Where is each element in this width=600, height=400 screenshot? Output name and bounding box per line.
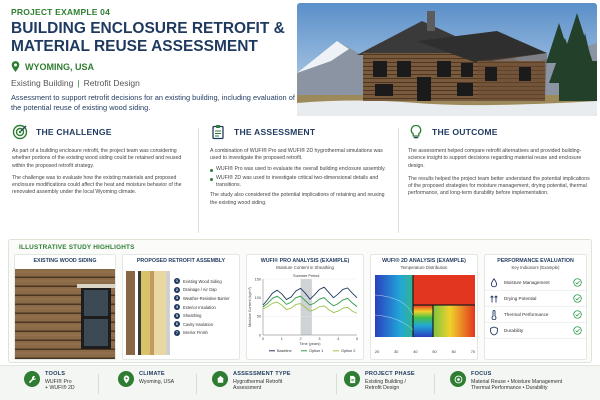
siding-photo bbox=[15, 269, 115, 359]
fact-focus bbox=[450, 371, 562, 392]
assembly-section-drawing bbox=[126, 271, 172, 355]
legend-label: Option 2 bbox=[341, 349, 356, 353]
scale-tick: 40 bbox=[413, 350, 418, 354]
fact-value: + WUFI® 2D bbox=[45, 385, 75, 392]
y-tick-label: 150 bbox=[254, 277, 261, 282]
layer-label: Exterior Insulation bbox=[183, 304, 216, 310]
assembly-title: PROPOSED RETROFIT ASSEMBLY bbox=[136, 258, 226, 264]
layer-label: Existing Wood Siding bbox=[183, 278, 222, 284]
assembly-layer bbox=[174, 311, 230, 320]
target-icon bbox=[454, 375, 463, 384]
target-icon bbox=[12, 124, 28, 140]
check-circle-icon bbox=[573, 294, 582, 303]
column-divider bbox=[398, 128, 399, 233]
assembly-card bbox=[122, 254, 240, 360]
project-kicker: PROJECT EXAMPLE 04 bbox=[11, 7, 111, 17]
layer-number: 7 bbox=[176, 330, 178, 335]
project-tags bbox=[11, 78, 140, 88]
house-illustration bbox=[297, 3, 597, 116]
y-axis-label: Moisture Content (kg/m³) bbox=[248, 287, 252, 327]
tag-separator: | bbox=[77, 78, 80, 88]
assembly-layer-list bbox=[174, 277, 230, 337]
page-title: BUILDING ENCLOSURE RETROFIT & MATERIAL REUSE ASSESSMENT bbox=[11, 20, 285, 55]
assessment-bullet: WUFI® 2D was used to investigate critical two-dimensional details and transitions. bbox=[210, 175, 388, 190]
wrench-icon bbox=[28, 375, 37, 384]
performance-label: Moisture Management bbox=[504, 280, 550, 285]
fact-tools bbox=[24, 371, 75, 392]
droplet-icon bbox=[489, 278, 499, 288]
outcome-title: THE OUTCOME bbox=[432, 127, 498, 137]
challenge-text-1: As part of a building enclosure retrofit, the project team was considering whether portions of the existing wood siding could be retained and reused within the proposed retrofit strategy. bbox=[12, 148, 182, 169]
fact-title: PROJECT PHASE bbox=[365, 371, 415, 377]
twod-subtitle: Temperature Distribution bbox=[400, 265, 448, 270]
fact-assessment-type bbox=[212, 371, 291, 392]
twod-title: WUFI® 2D ANALYSIS (EXAMPLE) bbox=[382, 258, 466, 264]
document-icon bbox=[348, 375, 357, 384]
x-tick-label: 2 bbox=[299, 337, 302, 341]
pro-subtitle: Moisture Content in Sheathing bbox=[276, 265, 334, 270]
scale-tick: 60 bbox=[451, 350, 456, 354]
performance-list bbox=[485, 275, 586, 339]
performance-row bbox=[485, 323, 586, 339]
fact-value: Hygrothermal Retrofit bbox=[233, 379, 283, 385]
siding-card bbox=[14, 254, 116, 360]
shield-icon bbox=[489, 326, 499, 336]
assessment-text-1: A combination of WUFI® Pro and WUFI® 2D hygrothermal simulations was used to investigate the proposed retrofit. bbox=[210, 148, 383, 162]
fact-title: FOCUS bbox=[471, 371, 492, 377]
scale-tick: 20 bbox=[375, 350, 380, 354]
performance-label: Drying Potential bbox=[504, 296, 537, 301]
fact-value: Retrofit Design bbox=[365, 385, 400, 392]
performance-card bbox=[484, 254, 587, 360]
x-tick-label: 3 bbox=[318, 337, 321, 341]
location-pin-icon bbox=[122, 375, 131, 384]
assembly-layer bbox=[174, 286, 230, 295]
check-circle-icon bbox=[573, 278, 582, 287]
temperature-heatmap bbox=[375, 275, 475, 349]
outcome-column bbox=[408, 124, 592, 239]
y-tick-label: 100 bbox=[254, 295, 261, 300]
layer-number: 4 bbox=[176, 305, 178, 310]
challenge-column bbox=[12, 124, 188, 239]
project-facts-bar bbox=[0, 365, 600, 400]
layer-number: 3 bbox=[176, 296, 178, 301]
layer-label: Interior Finish bbox=[183, 330, 208, 336]
scale-tick: 30 bbox=[394, 350, 399, 354]
fact-divider bbox=[98, 374, 99, 394]
fact-value: WUFI® Pro bbox=[45, 379, 72, 385]
outcome-text-2: The results helped the project team better understand the potential implications of the proposed strategies for moisture management, drying potential, thermal performance, and long-term durability before implementation. bbox=[408, 175, 590, 197]
y-tick-label: 0 bbox=[258, 333, 261, 338]
layer-number: 6 bbox=[176, 322, 178, 327]
study-highlights bbox=[8, 239, 592, 363]
performance-label: Thermal Performance bbox=[504, 312, 549, 317]
location bbox=[11, 61, 94, 72]
challenge-text-2: The challenge was to evaluate how the existing materials and proposed enclosure modifications could affect the heat and moisture behavior of the renovated assembly under the local Wyoming climate. bbox=[12, 174, 182, 196]
wufi-pro-card bbox=[246, 254, 364, 360]
x-tick-label: 1 bbox=[280, 337, 283, 341]
fact-title: TOOLS bbox=[45, 371, 66, 377]
layer-number: 2 bbox=[176, 287, 178, 292]
layer-label: Drainage / Air Gap bbox=[183, 287, 217, 293]
clipboard-icon bbox=[210, 124, 226, 140]
fact-title: ASSESSMENT TYPE bbox=[233, 371, 291, 377]
legend-label: Baseline bbox=[277, 349, 292, 353]
house-icon bbox=[216, 375, 225, 384]
assembly-layer bbox=[174, 294, 230, 303]
fact-divider bbox=[434, 374, 435, 394]
arrows-up-icon bbox=[489, 294, 499, 304]
tag-retrofit-design: Retrofit Design bbox=[83, 78, 140, 88]
fact-value: Existing Building / bbox=[365, 379, 406, 385]
tag-existing-building: Existing Building bbox=[11, 78, 74, 88]
check-circle-icon bbox=[573, 310, 582, 319]
assessment-column bbox=[210, 124, 388, 239]
fact-divider bbox=[336, 374, 337, 394]
assessment-text-2: The study also considered the potential implications of retaining and reusing the existing wood siding. bbox=[210, 192, 385, 206]
siding-title: EXISTING WOOD SIDING bbox=[33, 258, 97, 264]
assessment-title: THE ASSESSMENT bbox=[234, 127, 316, 137]
assembly-layer bbox=[174, 277, 230, 286]
performance-row bbox=[485, 307, 586, 323]
fact-divider bbox=[196, 374, 197, 394]
performance-row bbox=[485, 275, 586, 291]
x-tick-label: 4 bbox=[337, 337, 340, 341]
summer-period-label: Summer Period bbox=[293, 274, 320, 278]
assessment-bullet: WUFI® Pro was used to evaluate the overall building enclosure assembly. bbox=[210, 166, 388, 173]
assessment-bullets bbox=[210, 166, 388, 190]
layer-label: Sheathing bbox=[183, 313, 202, 319]
scale-tick: 70 bbox=[470, 350, 475, 354]
layer-label: Weather-Resistive Barrier bbox=[183, 295, 230, 301]
assembly-layer bbox=[174, 303, 230, 312]
fact-value: Assessment bbox=[233, 385, 262, 392]
perf-subtitle: Key Indicators (Example) bbox=[511, 265, 560, 270]
thermometer-icon bbox=[489, 310, 499, 320]
house-photo bbox=[297, 3, 597, 116]
scale-tick: 50 bbox=[432, 350, 437, 354]
y-tick-label: 50 bbox=[256, 314, 261, 319]
intro-text: Assessment to support retrofit decisions for an existing building, including evaluation of the potential reuse of existing wood siding. bbox=[11, 93, 295, 112]
performance-label: Durability bbox=[504, 328, 524, 333]
fact-project-phase bbox=[344, 371, 415, 392]
wufi-2d-card bbox=[370, 254, 478, 360]
temperature-scale bbox=[375, 350, 475, 354]
fact-value: Material Reuse • Moisture Management bbox=[471, 379, 563, 385]
pro-title: WUFI® PRO ANALYSIS (EXAMPLE) bbox=[260, 258, 350, 264]
location-pin-icon bbox=[11, 61, 20, 72]
highlights-title: ILLUSTRATIVE STUDY HIGHLIGHTS bbox=[19, 244, 135, 251]
performance-row bbox=[485, 291, 586, 307]
assembly-layer bbox=[174, 320, 230, 329]
layer-label: Cavity Insulation bbox=[183, 321, 214, 327]
location-label: WYOMING, USA bbox=[25, 61, 94, 72]
assembly-layer bbox=[174, 329, 230, 338]
perf-title: PERFORMANCE EVALUATION bbox=[497, 258, 574, 264]
column-divider bbox=[198, 128, 199, 233]
outcome-text-1: The assessment helped compare retrofit alternatives and provided building-science insight to support decisions regarding material reuse and enclosure design. bbox=[408, 148, 582, 169]
fact-value: Wyoming, USA bbox=[139, 379, 175, 385]
lightbulb-icon bbox=[408, 124, 424, 140]
fact-climate bbox=[118, 371, 174, 387]
check-circle-icon bbox=[573, 326, 582, 335]
layer-number: 5 bbox=[176, 313, 178, 318]
fact-value: Thermal Performance • Durability bbox=[471, 385, 548, 392]
legend-label: Option 1 bbox=[309, 349, 324, 353]
moisture-line-chart bbox=[247, 269, 363, 359]
x-tick-label: 5 bbox=[355, 337, 359, 341]
layer-number: 1 bbox=[176, 279, 178, 284]
fact-title: CLIMATE bbox=[139, 371, 165, 377]
challenge-title: THE CHALLENGE bbox=[36, 127, 112, 137]
x-tick-label: 0 bbox=[261, 337, 265, 341]
summer-period-band bbox=[301, 279, 312, 335]
x-axis-label: Time (years) bbox=[299, 342, 321, 346]
